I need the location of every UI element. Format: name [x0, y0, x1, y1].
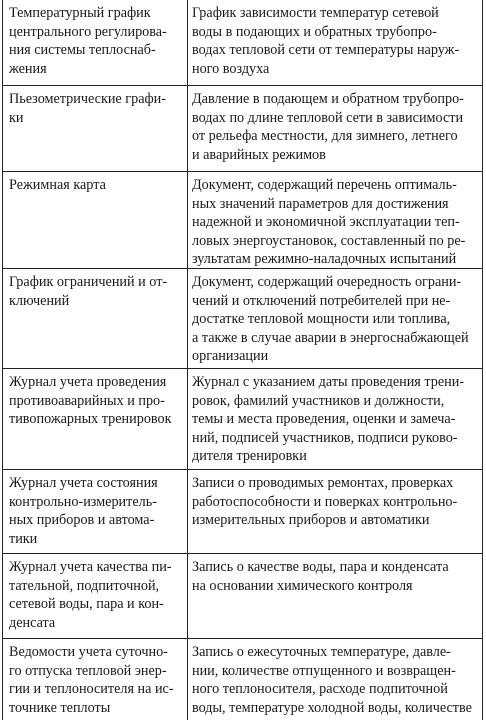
table-row [3, 470, 482, 554]
definition-cell: Давление в подающем и обратном трубопро- водах по длине тепловой сети в зависимости от рельефа местности, для зимнего, летнего и аварийных режимов [192, 91, 464, 163]
definition-cell: График зависимости температур сетевой воды в подающих и обратных трубопро- водах тепловой сети от температуры наруж- ного воздуха [192, 5, 460, 77]
definition-cell: Запись о качестве воды, пара и конденсата на основании химического контроля [192, 559, 449, 594]
table-row [3, 554, 482, 639]
term-cell: График ограничений и от- ключений [9, 274, 168, 309]
term-cell: Журнал учета состояния контрольно-измеритель- ных приборов и автома- тики [9, 475, 158, 547]
term-cell: Журнал учета проведения противоаварийных и про- тивопожарных тренировок [9, 374, 172, 428]
definitions-table [2, 0, 483, 720]
definition-cell: Документ, содержащий перечень оптималь- ных значений параметров для достижения надежной и экономичной эксплуатации теп- ловых энергоустановок, составленный по ре- зультатам режимно-наладочных испытаний [192, 177, 466, 268]
definition-cell: Документ, содержащий очередность ограни- чений и отключений потребителей при не- достатке тепловой мощности или топлива, а также в случае аварии в энергоснабжающей организации [192, 274, 469, 365]
table-row [3, 269, 482, 369]
term-cell: Температурный график центрального регулирова- ния системы теплоснаб- жения [9, 5, 167, 77]
table-row [3, 639, 482, 720]
table-row [3, 369, 482, 470]
definition-cell: Записи о проводимых ремонтах, проверках работоспособности и поверках контрольно- измерительных приборов и автоматики [192, 475, 458, 529]
table-row [3, 0, 482, 86]
table-row [3, 86, 482, 172]
term-cell: Ведомости учета суточно- го отпуска тепловой энер- гии и теплоносителя на ис- точнике теплоты [9, 644, 174, 716]
term-cell: Пьезометрические графи- ки [9, 91, 166, 126]
term-cell: Журнал учета качества пи- тательной, подпиточной, сетевой воды, пара и кон- денсата [9, 559, 172, 631]
term-cell: Режимная карта [9, 177, 106, 193]
definition-cell: Журнал с указанием даты проведения трени- ровок, фамилий участников и должности, темы и места проведения, оценки и замеча- ний, подписей участников, подписи руково- дителя тренировки [192, 374, 465, 465]
definition-cell: Запись о ежесуточных температуре, давле- нии, количестве отпущенного и возвращен- ного теплоносителя, расходе подпиточной воды, температуре холодной воды, количестве [192, 644, 472, 716]
table-row [3, 172, 482, 269]
